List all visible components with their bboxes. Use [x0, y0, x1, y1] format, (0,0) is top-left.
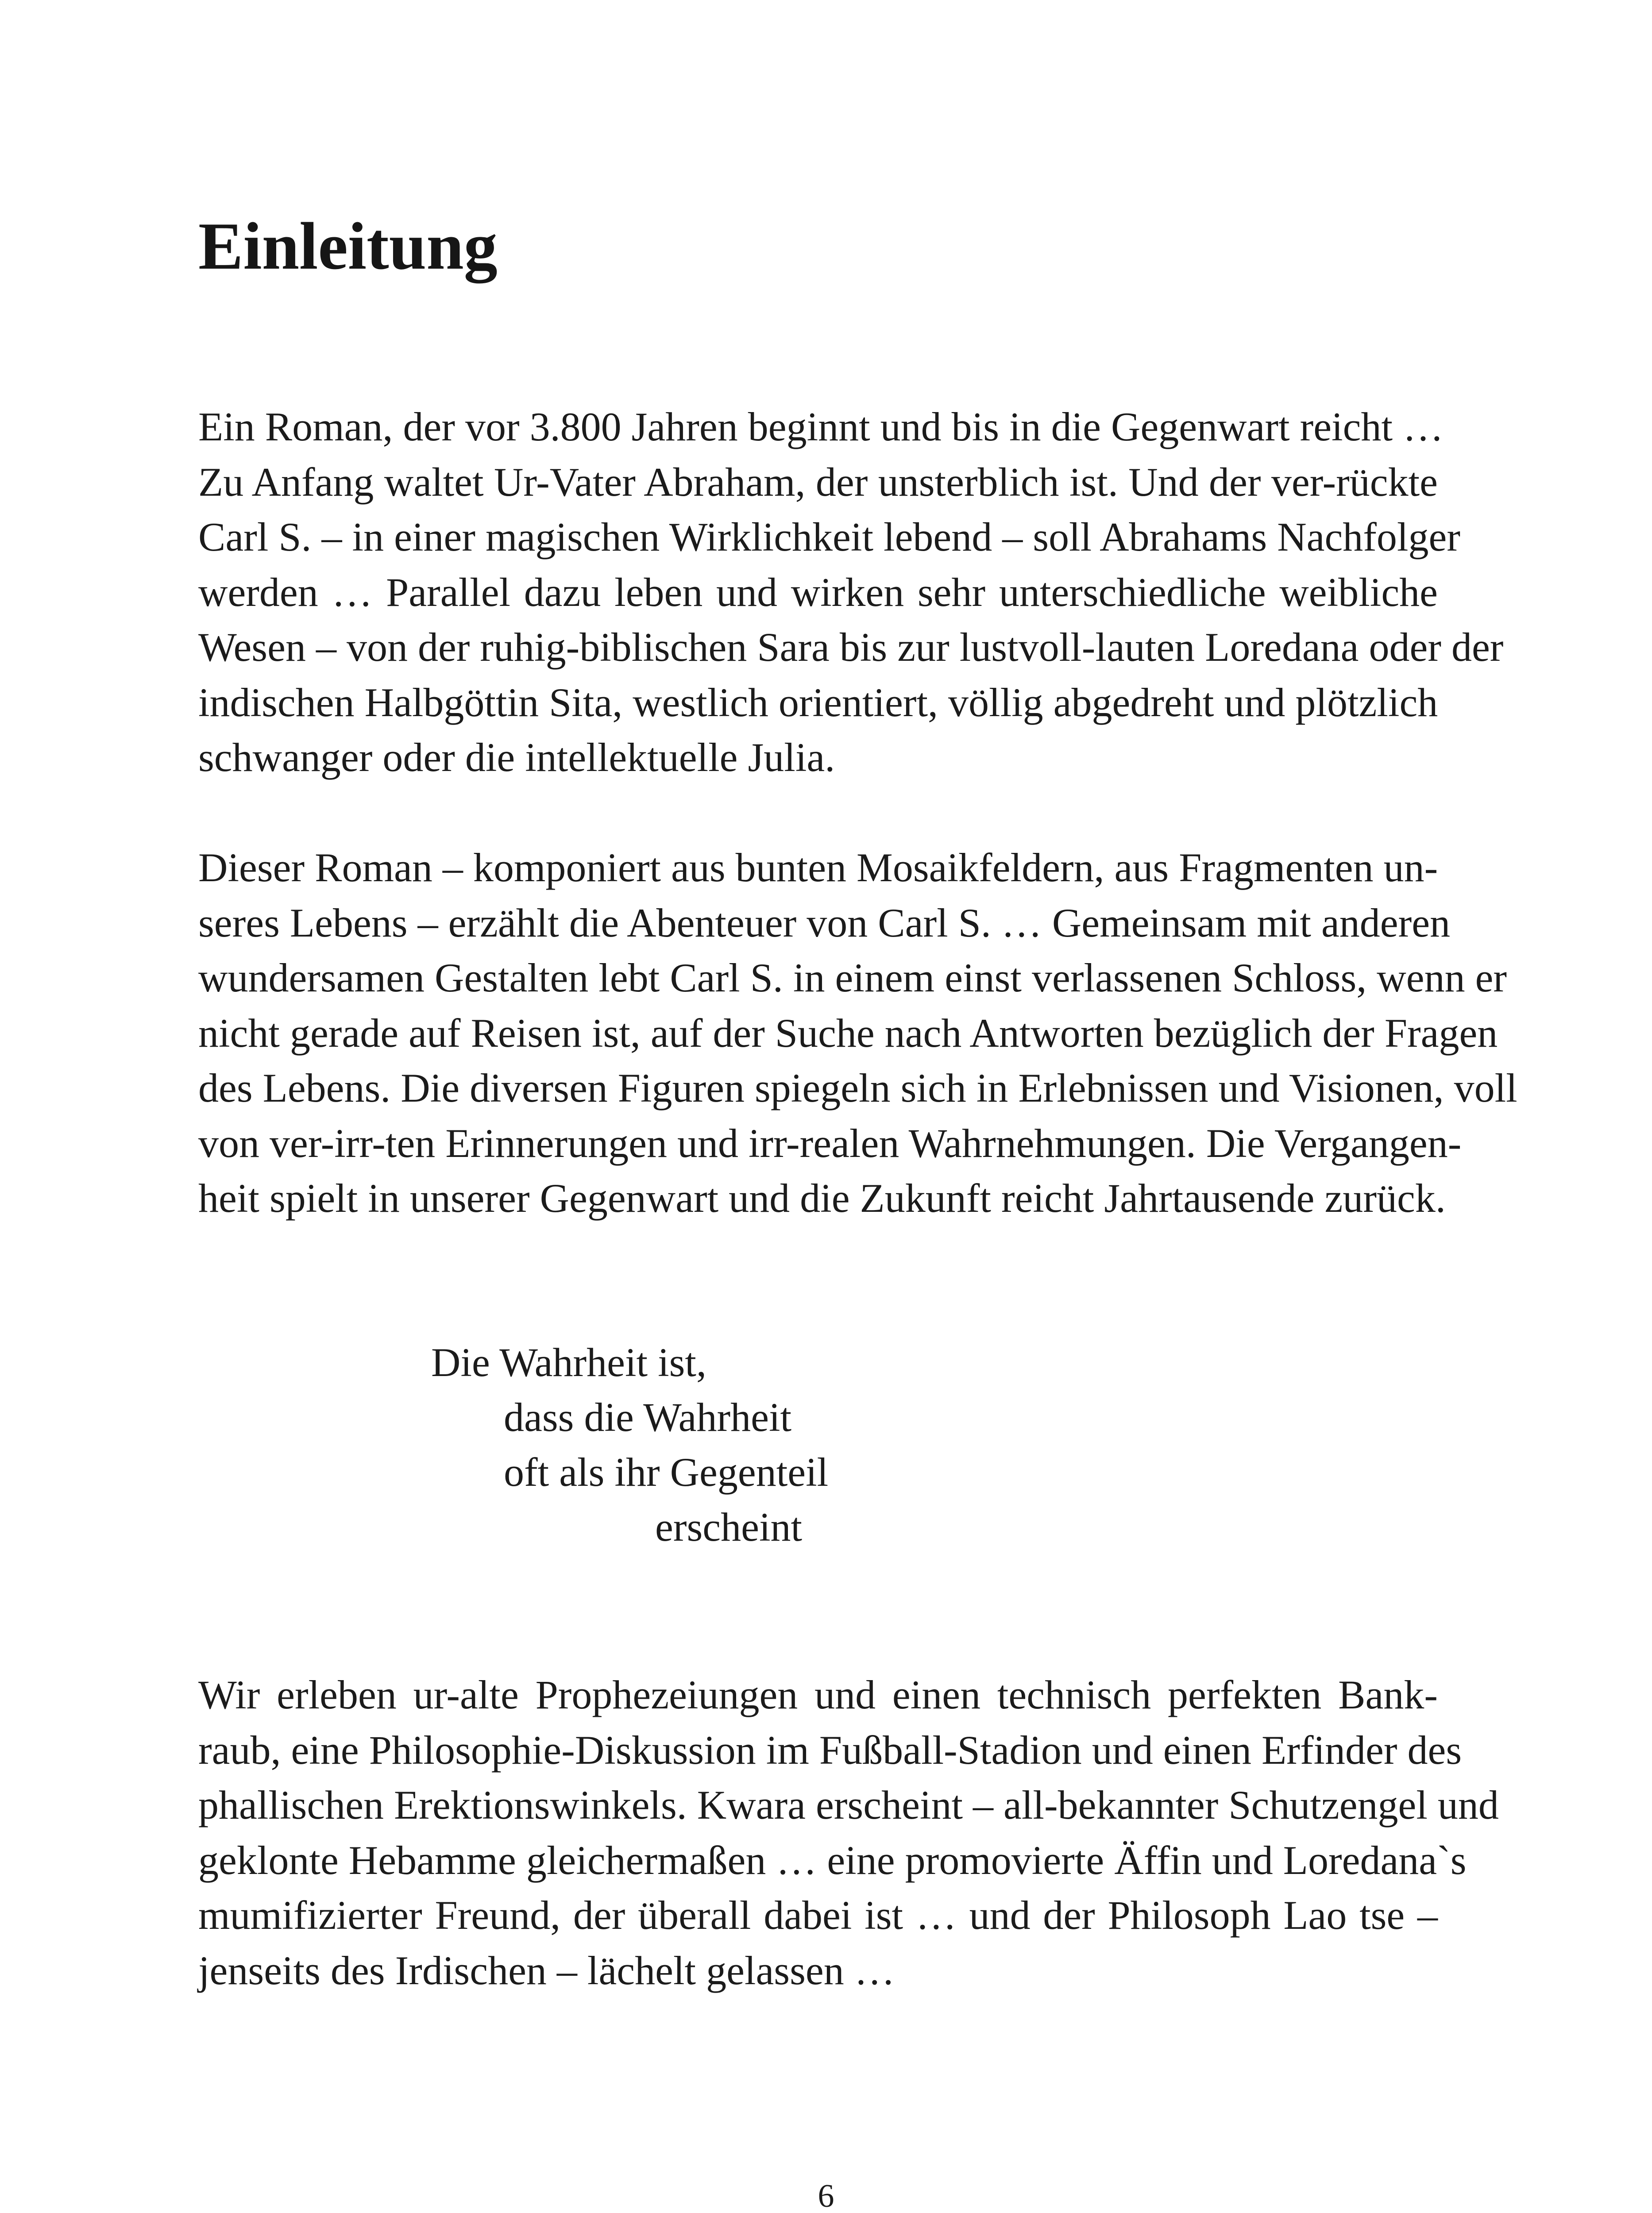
text-line: Wesen – von der ruhig-biblischen Sara bis zur lustvoll-lauten Loredana oder der	[198, 625, 1504, 670]
paragraph-novel-description	[198, 840, 1517, 1226]
page-number: 6	[818, 2178, 834, 2213]
text-line: von ver-irr-ten Erinnerungen und irr-realen Wahrnehmungen. Die Vergangen-	[198, 1120, 1462, 1166]
text-line: Wir erleben ur-alte Prophezeiungen und einen technisch perfekten Bank-	[198, 1672, 1438, 1717]
text-line: geklonte Hebamme gleichermaßen … eine promovierte Äffin und Loredana`s	[198, 1837, 1467, 1883]
text-line: heit spielt in unserer Gegenwart und die Zukunft reicht Jahrtausende zurück.	[198, 1176, 1446, 1221]
text-line: mumifizierter Freund, der überall dabei ist … und der Philosoph Lao tse –	[198, 1893, 1438, 1938]
poem-line: Die Wahrheit ist,	[431, 1340, 706, 1385]
text-line: werden … Parallel dazu leben und wirken sehr unterschiedliche weibliche	[198, 569, 1438, 615]
text-line: Ein Roman, der vor 3.800 Jahren beginnt und bis in die Gegenwart reicht …	[198, 404, 1444, 449]
text-line: des Lebens. Die diversen Figuren spiegeln sich in Erlebnissen und Visionen, voll	[198, 1065, 1517, 1110]
chapter-heading: Einleitung	[198, 209, 498, 283]
text-line: Zu Anfang waltet Ur-Vater Abraham, der unsterblich ist. Und der ver-rückte	[198, 459, 1438, 505]
poem-line: oft als ihr Gegenteil	[504, 1450, 829, 1495]
text-line: phallischen Erektionswinkels. Kwara erscheint – all-bekannter Schutzengel und	[198, 1782, 1499, 1827]
text-line: seres Lebens – erzählt die Abenteuer von Carl S. … Gemeinsam mit anderen	[198, 900, 1451, 945]
paragraph-intro	[198, 399, 1504, 785]
text-line: indischen Halbgöttin Sita, westlich orientiert, völlig abgedreht und plötzlich	[198, 679, 1438, 725]
poem-line: erscheint	[655, 1504, 803, 1550]
text-line: Carl S. – in einer magischen Wirklichkeit lebend – soll Abrahams Nachfolger	[198, 514, 1460, 559]
text-line: raub, eine Philosophie-Diskussion im Fußball-Stadion und einen Erfinder des	[198, 1727, 1462, 1773]
paragraph-experiences	[198, 1667, 1499, 1998]
text-line: Dieser Roman – komponiert aus bunten Mosaikfeldern, aus Fragmenten un-	[198, 845, 1438, 890]
text-line: schwanger oder die intellektuelle Julia.	[198, 735, 835, 780]
text-line: jenseits des Irdischen – lächelt gelassen …	[198, 1947, 895, 1993]
text-line: wundersamen Gestalten lebt Carl S. in einem einst verlassenen Schloss, wenn er	[198, 955, 1507, 1000]
text-line: nicht gerade auf Reisen ist, auf der Suche nach Antworten bezüglich der Fragen	[198, 1010, 1498, 1056]
poem-line: dass die Wahrheit	[504, 1395, 792, 1440]
